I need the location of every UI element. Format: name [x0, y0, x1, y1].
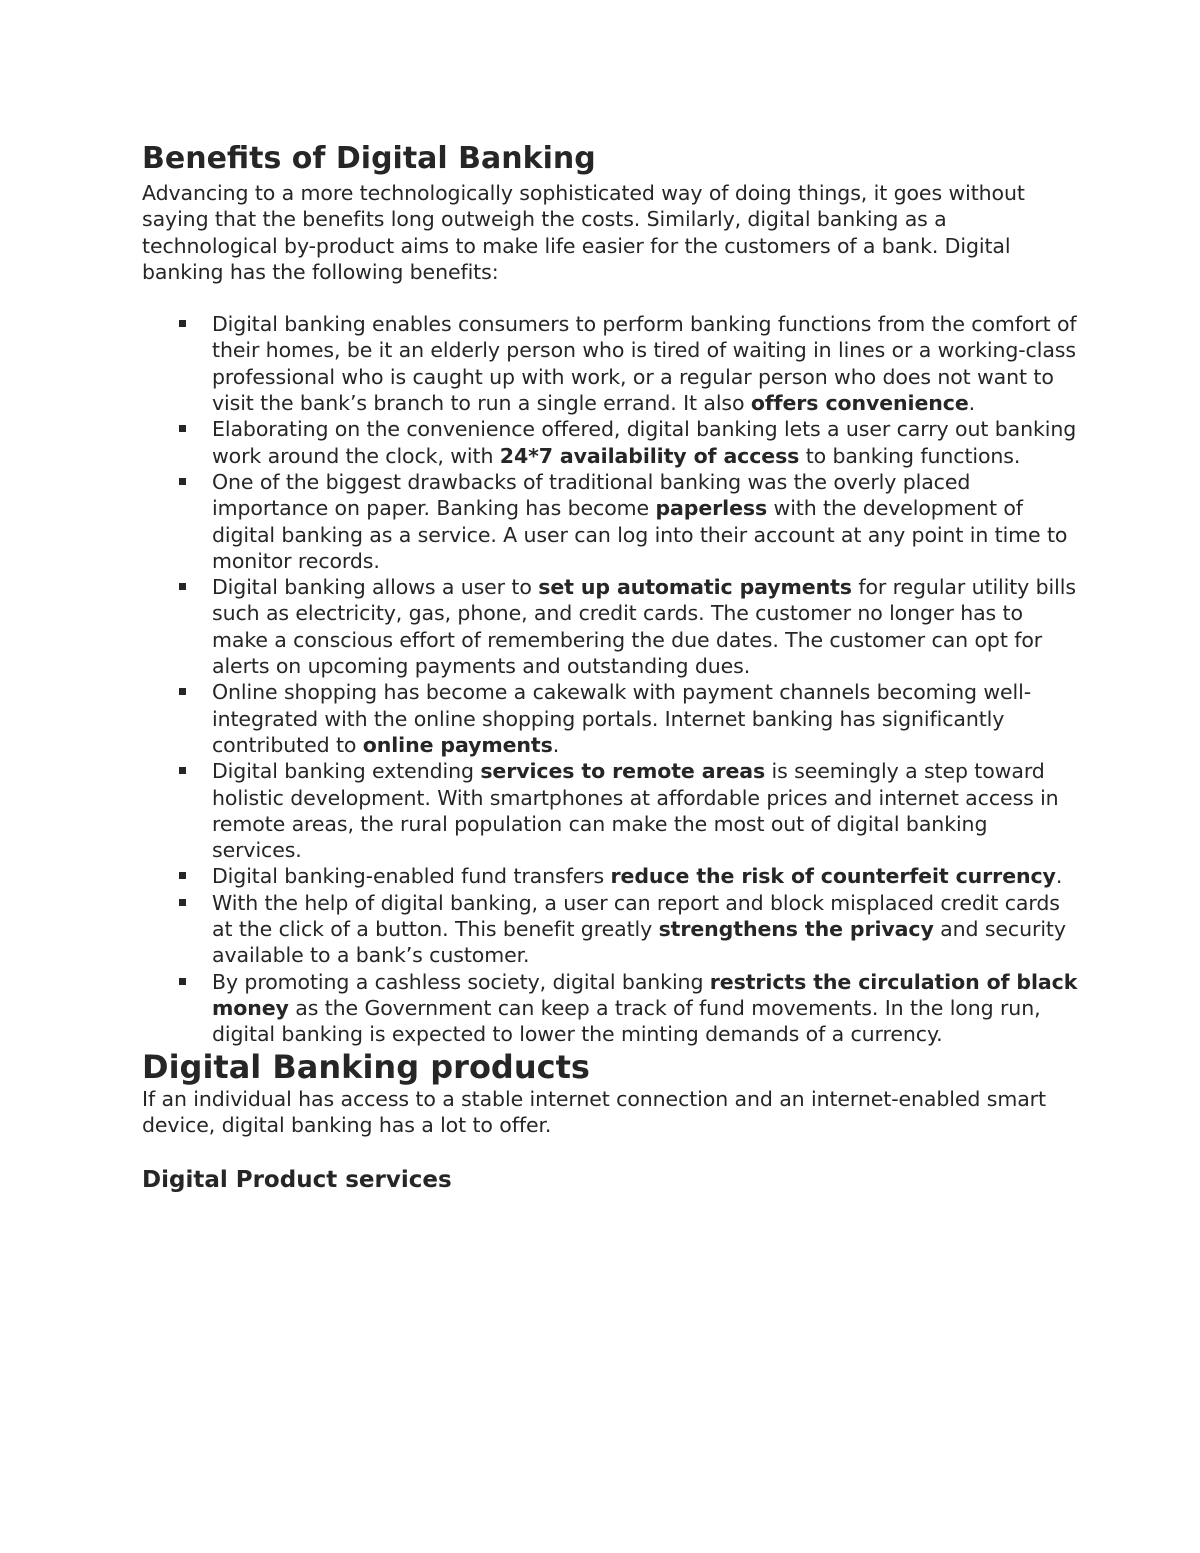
services-heading: Digital Product services: [142, 1167, 452, 1194]
list-item: Online shopping has become a cakewalk with payment channels becoming well-integrated with the online shopping portals. Internet banking has significantly contributed to online payments.: [212, 679, 1082, 758]
products-intro-paragraph: If an individual has access to a stable internet connection and an internet-enabled smart device, digital banking has a lot to offer.: [142, 1086, 1046, 1137]
square-bullet-icon: [179, 478, 186, 485]
square-bullet-icon: [179, 583, 186, 590]
intro-paragraph: Advancing to a more technologically sophisticated way of doing things, it goes without saying that the benefits long outweigh the costs. Similarly, digital banking as a technological by-product aims to make life easier for the customers of a bank. Digital banking has the following benefits:: [142, 181, 1025, 284]
square-bullet-icon: [179, 425, 186, 432]
list-item: With the help of digital banking, a user can report and block misplaced credit cards at the click of a button. This benefit greatly strengthens the privacy and security available to a bank’s customer.: [212, 890, 1082, 969]
square-bullet-icon: [179, 872, 186, 879]
list-item: By promoting a cashless society, digital banking restricts the circulation of black money as the Government can keep a track of fund movements. In the long run, digital banking is expected to lower the minting demands of a currency.: [212, 969, 1082, 1048]
square-bullet-icon: [179, 978, 186, 985]
list-item: Elaborating on the convenience offered, digital banking lets a user carry out banking work around the clock, with 24*7 availability of access to banking functions.: [212, 416, 1082, 469]
page-title: Benefits of Digital Banking: [142, 141, 596, 176]
list-item: Digital banking enables consumers to perform banking functions from the comfort of their homes, be it an elderly person who is tired of waiting in lines or a working-class professional who is caught up with work, or a regular person who does not want to visit the bank’s branch to run a single errand. It also offers convenience.: [212, 311, 1082, 416]
square-bullet-icon: [179, 899, 186, 906]
list-item: Digital banking-enabled fund transfers reduce the risk of counterfeit currency.: [212, 863, 1082, 889]
list-item: Digital banking allows a user to set up automatic payments for regular utility bills such as electricity, gas, phone, and credit cards. The customer no longer has to make a conscious effort of remembering the due dates. The customer can opt for alerts on upcoming payments and outstanding dues.: [212, 574, 1082, 679]
document-page: [142, 138, 1082, 1196]
benefits-list: [142, 311, 1082, 1047]
products-heading: Digital Banking products: [142, 1047, 590, 1086]
list-item: One of the biggest drawbacks of traditional banking was the overly placed importance on paper. Banking has become paperless with the development of digital banking as a service. A user can log into their account at any point in time to monitor records.: [212, 469, 1082, 574]
square-bullet-icon: [179, 767, 186, 774]
square-bullet-icon: [179, 320, 186, 327]
list-item: Digital banking extending services to remote areas is seemingly a step toward holistic development. With smartphones at affordable prices and internet access in remote areas, the rural population can make the most out of digital banking services.: [212, 758, 1082, 863]
square-bullet-icon: [179, 688, 186, 695]
